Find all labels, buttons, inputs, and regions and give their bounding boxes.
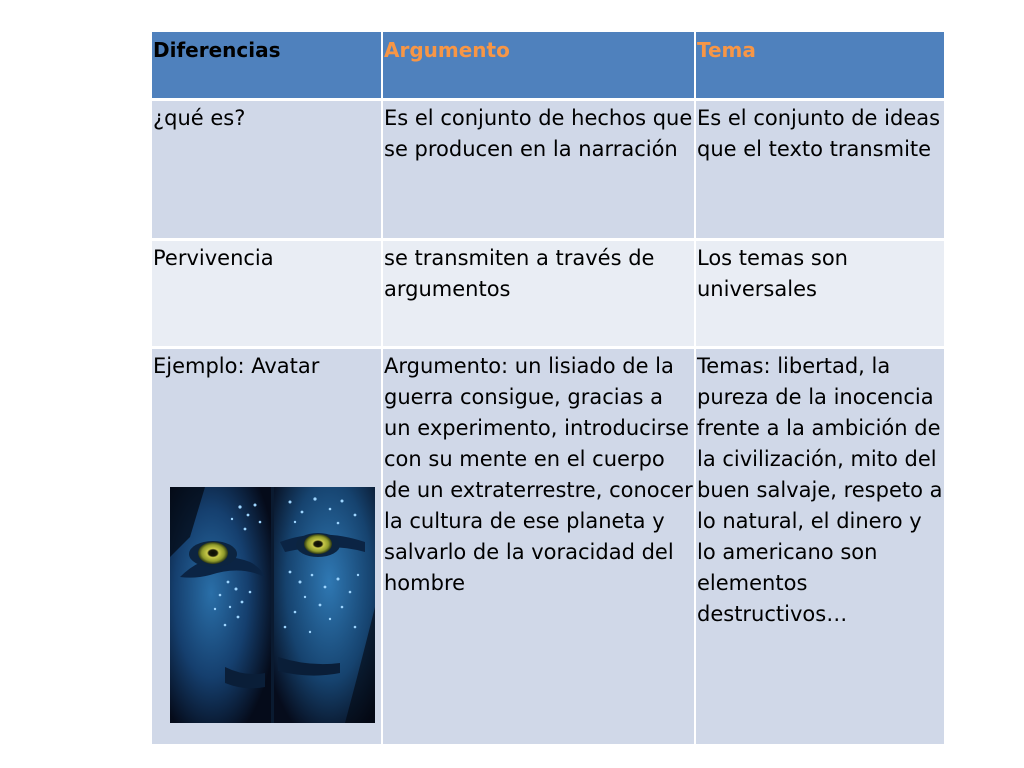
header-argumento: Argumento (383, 32, 696, 98)
cell-tema-ejemplo: Temas: libertad, la pureza de la inocencia frente a la ambición de la civilización, mito del buen salvaje, respeto a lo natural, el dinero y lo americano son elementos destructivos… (696, 346, 944, 744)
cell-argumento-pervivencia: se transmiten a través de argumentos (383, 238, 696, 346)
cell-argumento-ejemplo: Argumento: un lisiado de la guerra consigue, gracias a un experimento, introducirse con su mente en el cuerpo de un extraterrestre, conocer la cultura de ese planeta y salvarlo de la voracidad del hombre (383, 346, 696, 744)
cell-tema-pervivencia: Los temas son universales (696, 238, 944, 346)
header-tema: Tema (696, 32, 944, 98)
row-label-pervivencia: Pervivencia (152, 238, 383, 346)
row-label-que-es: ¿qué es? (152, 98, 383, 238)
cell-argumento-que-es: Es el conjunto de hechos que se producen en la narración (383, 98, 696, 238)
cell-tema-que-es: Es el conjunto de ideas que el texto transmite (696, 98, 944, 238)
row-label-ejemplo: Ejemplo: Avatar (152, 346, 383, 744)
header-diferencias: Diferencias (152, 32, 383, 98)
avatar-face-image (170, 487, 375, 723)
